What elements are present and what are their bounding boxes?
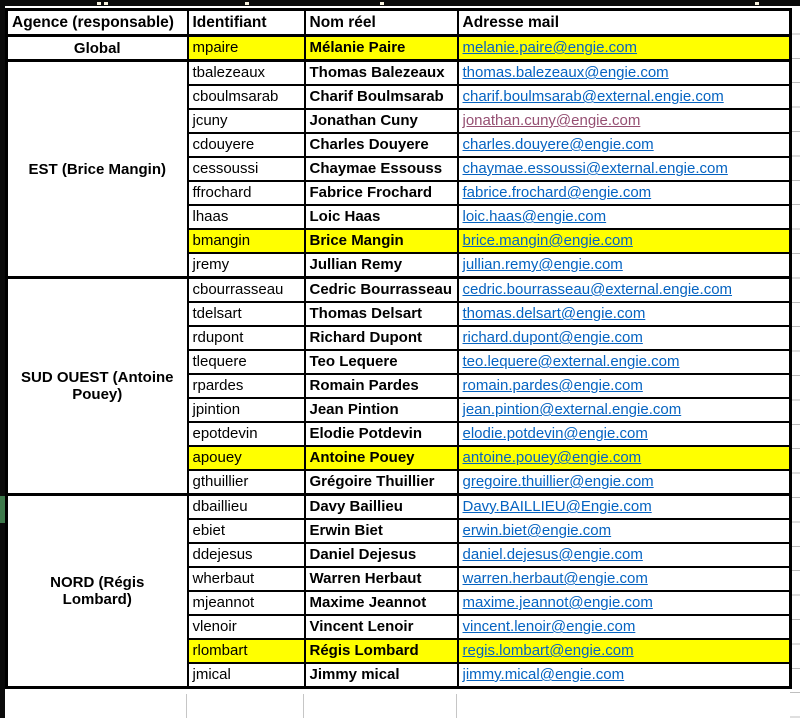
identifiant-cell[interactable]: rlombart [188,639,305,663]
nom-reel-cell[interactable]: Erwin Biet [305,519,458,543]
nom-reel-cell[interactable]: Vincent Lenoir [305,615,458,639]
adresse-mail-cell [458,639,791,663]
left-edge-green-mark [0,496,5,523]
email-link[interactable]: jimmy.mical@engie.com [462,666,625,683]
header-row [7,10,791,36]
identifiant-cell[interactable]: dbaillieu [188,495,305,520]
cropped-left-edge [0,0,5,718]
email-link[interactable]: thomas.delsart@engie.com [462,305,646,322]
email-link[interactable]: daniel.dejesus@engie.com [462,546,643,563]
adresse-mail-cell [458,157,791,181]
nom-reel-cell[interactable]: Antoine Pouey [305,446,458,470]
email-link[interactable]: antoine.pouey@engie.com [462,449,642,466]
email-link[interactable]: romain.pardes@engie.com [462,377,643,394]
identifiant-cell[interactable]: vlenoir [188,615,305,639]
nom-reel-cell[interactable]: Warren Herbaut [305,567,458,591]
adresse-mail-cell [458,278,791,303]
empty-cell-gridline [186,694,187,718]
identifiant-cell[interactable]: epotdevin [188,422,305,446]
adresse-mail-cell [458,422,791,446]
adresse-mail-cell [458,470,791,495]
agence-cell[interactable]: EST (Brice Mangin) [7,61,188,278]
email-link[interactable]: warren.herbaut@engie.com [462,570,648,587]
adresse-mail-cell [458,133,791,157]
adresse-mail-cell [458,495,791,520]
cropped-text-artifact [755,2,759,5]
adresse-mail-cell [458,374,791,398]
email-link[interactable]: gregoire.thuillier@engie.com [462,473,654,490]
column-header-agence[interactable]: Agence (responsable) [7,10,188,36]
nom-reel-cell[interactable]: Fabrice Frochard [305,181,458,205]
identifiant-cell[interactable]: tlequere [188,350,305,374]
email-link[interactable]: elodie.potdevin@engie.com [462,425,648,442]
identifiant-cell[interactable]: ebiet [188,519,305,543]
contacts-table-grid [5,8,792,689]
adresse-mail-cell [458,615,791,639]
adresse-mail-cell [458,109,791,133]
table-row [7,36,791,61]
identifiant-cell[interactable]: jpintion [188,398,305,422]
email-link[interactable]: regis.lombart@engie.com [462,642,634,659]
identifiant-cell[interactable]: cdouyere [188,133,305,157]
nom-reel-cell[interactable]: Jimmy mical [305,663,458,688]
email-link[interactable]: fabrice.frochard@engie.com [462,184,652,201]
adresse-mail-cell [458,253,791,278]
adresse-mail-cell [458,61,791,86]
email-link[interactable]: thomas.balezeaux@engie.com [462,64,669,81]
nom-reel-cell[interactable]: Teo Lequere [305,350,458,374]
nom-reel-cell[interactable]: Cedric Bourrasseau [305,278,458,303]
email-link[interactable]: Davy.BAILLIEU@Engie.com [462,498,652,515]
empty-cell-gridline [456,694,457,718]
nom-reel-cell[interactable]: Chaymae Essouss [305,157,458,181]
column-header-identifiant[interactable]: Identifiant [188,10,305,36]
table-row [7,495,791,520]
identifiant-cell[interactable]: apouey [188,446,305,470]
agence-cell[interactable]: Global [7,36,188,61]
cropped-text-artifact [97,2,101,5]
email-link[interactable]: melanie.paire@engie.com [462,39,637,56]
adresse-mail-cell [458,446,791,470]
adresse-mail-cell [458,302,791,326]
identifiant-cell[interactable]: mjeannot [188,591,305,615]
adresse-mail-cell [458,181,791,205]
column-header-nom-reel[interactable]: Nom réel [305,10,458,36]
identifiant-cell[interactable]: cessoussi [188,157,305,181]
email-link[interactable]: brice.mangin@engie.com [462,232,633,249]
email-link[interactable]: chaymae.essoussi@external.engie.com [462,160,728,177]
email-link[interactable]: charles.douyere@engie.com [462,136,654,153]
email-link[interactable]: teo.lequere@external.engie.com [462,353,680,370]
nom-reel-cell[interactable]: Elodie Potdevin [305,422,458,446]
cropped-text-artifact [245,2,249,5]
nom-reel-cell[interactable]: Jonathan Cuny [305,109,458,133]
agence-cell[interactable]: SUD OUEST (Antoine Pouey) [7,278,188,495]
nom-reel-cell[interactable]: Thomas Delsart [305,302,458,326]
adresse-mail-cell [458,398,791,422]
adresse-mail-cell [458,591,791,615]
adresse-mail-cell [458,205,791,229]
contacts-table [5,8,792,689]
identifiant-cell[interactable]: lhaas [188,205,305,229]
table-row [7,61,791,86]
email-link[interactable]: charif.boulmsarab@external.engie.com [462,88,724,105]
cropped-top-row-remnant [0,0,800,6]
email-link[interactable]: vincent.lenoir@engie.com [462,618,636,635]
identifiant-cell[interactable]: cboulmsarab [188,85,305,109]
identifiant-cell[interactable]: cbourrasseau [188,278,305,303]
adresse-mail-cell [458,350,791,374]
identifiant-cell[interactable]: ddejesus [188,543,305,567]
email-link[interactable]: richard.dupont@engie.com [462,329,643,346]
nom-reel-cell[interactable]: Mélanie Paire [305,36,458,61]
nom-reel-cell[interactable]: Charles Douyere [305,133,458,157]
identifiant-cell[interactable]: jmical [188,663,305,688]
nom-reel-cell[interactable]: Richard Dupont [305,326,458,350]
adresse-mail-cell [458,229,791,253]
column-header-adresse-mail[interactable]: Adresse mail [458,10,791,36]
identifiant-cell[interactable]: rpardes [188,374,305,398]
nom-reel-cell[interactable]: Thomas Balezeaux [305,61,458,86]
empty-cell-gridline [303,694,304,718]
nom-reel-cell[interactable]: Jullian Remy [305,253,458,278]
identifiant-cell[interactable]: mpaire [188,36,305,61]
nom-reel-cell[interactable]: Régis Lombard [305,639,458,663]
nom-reel-cell[interactable]: Brice Mangin [305,229,458,253]
identifiant-cell[interactable]: tdelsart [188,302,305,326]
cropped-text-artifact [104,2,108,5]
nom-reel-cell[interactable]: Davy Baillieu [305,495,458,520]
nom-reel-cell[interactable]: Loic Haas [305,205,458,229]
nom-reel-cell[interactable]: Romain Pardes [305,374,458,398]
table-row [7,278,791,303]
identifiant-cell[interactable]: wherbaut [188,567,305,591]
email-link[interactable]: loic.haas@engie.com [462,208,607,225]
identifiant-cell[interactable]: jremy [188,253,305,278]
agence-cell[interactable]: NORD (Régis Lombard) [7,495,188,688]
adresse-mail-cell [458,663,791,688]
identifiant-cell[interactable]: jcuny [188,109,305,133]
identifiant-cell[interactable]: bmangin [188,229,305,253]
identifiant-cell[interactable]: tbalezeaux [188,61,305,86]
email-link[interactable]: cedric.bourrasseau@external.engie.com [462,281,733,298]
identifiant-cell[interactable]: gthuillier [188,470,305,495]
cropped-text-artifact [380,2,384,5]
email-link[interactable]: erwin.biet@engie.com [462,522,612,539]
nom-reel-cell[interactable]: Jean Pintion [305,398,458,422]
adresse-mail-cell [458,326,791,350]
nom-reel-cell[interactable]: Grégoire Thuillier [305,470,458,495]
adresse-mail-cell [458,543,791,567]
email-link[interactable]: maxime.jeannot@engie.com [462,594,653,611]
identifiant-cell[interactable]: rdupont [188,326,305,350]
adresse-mail-cell [458,36,791,61]
email-link[interactable]: jean.pintion@external.engie.com [462,401,682,418]
adresse-mail-cell [458,519,791,543]
email-link[interactable]: jonathan.cuny@engie.com [462,112,641,129]
adresse-mail-cell [458,85,791,109]
adresse-mail-cell [458,567,791,591]
nom-reel-cell[interactable]: Charif Boulmsarab [305,85,458,109]
nom-reel-cell[interactable]: Daniel Dejesus [305,543,458,567]
nom-reel-cell[interactable]: Maxime Jeannot [305,591,458,615]
identifiant-cell[interactable]: ffrochard [188,181,305,205]
email-link[interactable]: jullian.remy@engie.com [462,256,623,273]
